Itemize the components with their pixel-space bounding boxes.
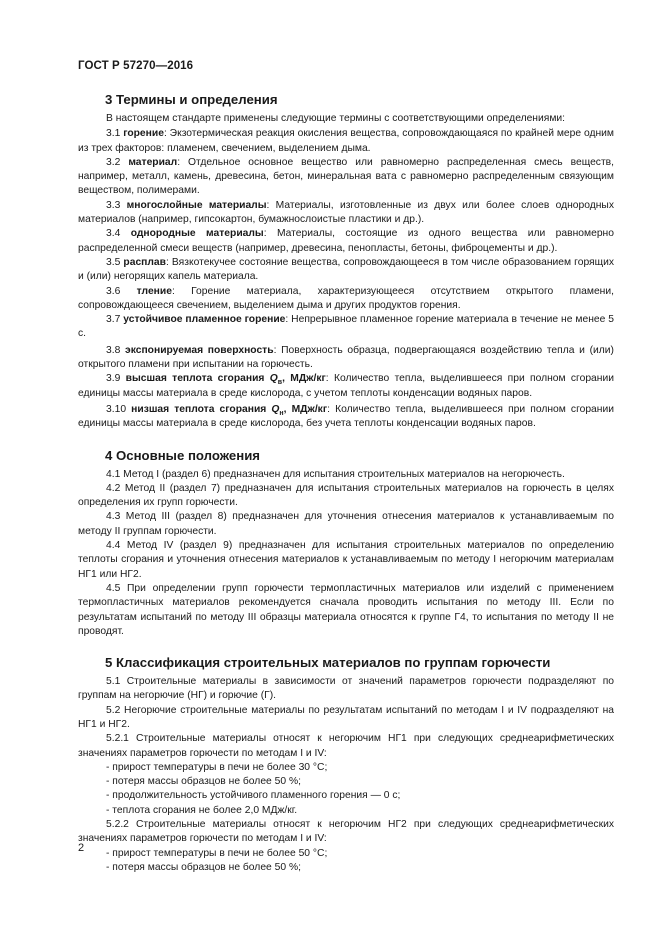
para-4-5: 4.5 При определении групп горючести термопластичных материалов или изделий с применением термопластичных материалов рекомендуется сначала проводить испытания по методу III. Если по результатам испытаний по методу III образцы материала относятся к группе Г4, то испытания по методу II не проводят.	[78, 582, 614, 637]
list-item: - потеря массы образцов не более 50 %;	[106, 775, 614, 789]
term-3-2: 3.2 материал: Отдельное основное вещество или равномерно распределенная смесь веществ, например, металл, камень, древесина, бетон, минеральная вата с равномерно распределенным связующим веществом, полимерами.	[78, 156, 614, 197]
term-3-8: 3.8 экспонируемая поверхность: Поверхность образца, подвергающаяся воздействию тепла и (или) открытого пламени при испытании на горючесть.	[78, 344, 614, 371]
list-item: - прирост температуры в печи не более 50 °С;	[106, 847, 614, 861]
section-5-title: 5 Классификация строительных материалов по группам горючести	[105, 655, 551, 671]
para-5-2: 5.2 Негорючие строительные материалы по результатам испытаний по методам I и IV подразделяют на НГ1 и НГ2.	[78, 704, 614, 730]
para-4-1: 4.1 Метод I (раздел 6) предназначен для испытания строительных материалов на негорючесть.	[106, 468, 565, 480]
criteria-list-ng2	[78, 847, 614, 876]
list-item: - потеря массы образцов не более 50 %;	[106, 861, 614, 875]
para-5-2-2: 5.2.2 Строительные материалы относят к негорючим НГ2 при следующих среднеарифметических значениях параметров горючести по методам I и IV:	[78, 819, 614, 845]
list-item: - продолжительность устойчивого пламенного горения — 0 с;	[106, 789, 614, 803]
criteria-list-ng1	[78, 761, 614, 818]
section-3-intro: В настоящем стандарте применены следующие термины с соответствующими определениями:	[106, 113, 566, 124]
term-3-7: 3.7 устойчивое пламенное горение: Непрерывное пламенное горение материала в течение не менее 5 с.	[78, 314, 614, 340]
document-header: ГОСТ Р 57270—2016	[78, 60, 194, 72]
para-5-1: 5.1 Строительные материалы в зависимости от значений параметров горючести подразделяют по группам на негорючие (НГ) и горючие (Г).	[78, 676, 614, 702]
list-item: - прирост температуры в печи не более 30 °С;	[106, 761, 614, 775]
term-3-4: 3.4 однородные материалы: Материалы, состоящие из одного вещества или равномерно распределенной смеси веществ (например, древесина, пенопласты, бетоны, фиброцементы и др.).	[78, 228, 614, 254]
term-3-1: 3.1 горение: Экзотермическая реакция окисления вещества, сопровождающаяся по крайней мере одним из трех факторов: пламенем, свечением, выделением дыма.	[78, 128, 614, 154]
para-5-2-1: 5.2.1 Строительные материалы относят к негорючим НГ1 при следующих среднеарифметических значениях параметров горючести по методам I и IV:	[78, 733, 614, 759]
list-item: - теплота сгорания не более 2,0 МДж/кг.	[106, 804, 614, 818]
term-3-6: 3.6 тление: Горение материала, характеризующееся отсутствием открытого пламени, сопровождающееся свечением, выделением дыма и других продуктов горения.	[78, 285, 614, 311]
section-3-title: 3 Термины и определения	[105, 92, 278, 107]
page-body	[78, 92, 614, 875]
section-4-title: 4 Основные положения	[105, 447, 260, 463]
term-3-9: 3.9 высшая теплота сгорания $Q_в$, МДж/кг: Количество тепла, выделившееся при полном сгорании единицы массы материала в среде кислорода, с учетом теплоты конденсации водяных паров.	[78, 373, 614, 399]
term-3-5: 3.5 расплав: Вязкотекучее состояние вещества, сопровождающееся в том числе образованием горящих и (или) негорящих капель материала.	[78, 256, 614, 283]
term-3-10: 3.10 низшая теплота сгорания $Q_н$, МДж/кг: Количество тепла, выделившееся при полном сгорании единицы массы материала в среде кислорода, без учета теплоты конденсации водяных паров.	[78, 403, 614, 430]
page-number: 2	[78, 842, 85, 854]
term-3-3: 3.3 многослойные материалы: Материалы, изготовленные из двух или более слоев однородных материалов (например, гипсокартон, бумажнослоистые пластики и др.).	[78, 199, 614, 226]
para-4-2: 4.2 Метод II (раздел 7) предназначен для испытания строительных материалов на горючесть в целях определения их групп горючести.	[78, 482, 614, 509]
para-4-4: 4.4 Метод IV (раздел 9) предназначен для испытания строительных материалов по определению теплоты сгорания и уточнения отнесения материалов к устанавливаемым по методу I негорючим материалам НГ1 или НГ2.	[78, 540, 614, 580]
para-4-3: 4.3 Метод III (раздел 8) предназначен для уточнения отнесения материалов к устанавливаемым по методу II группам горючести.	[78, 511, 614, 537]
